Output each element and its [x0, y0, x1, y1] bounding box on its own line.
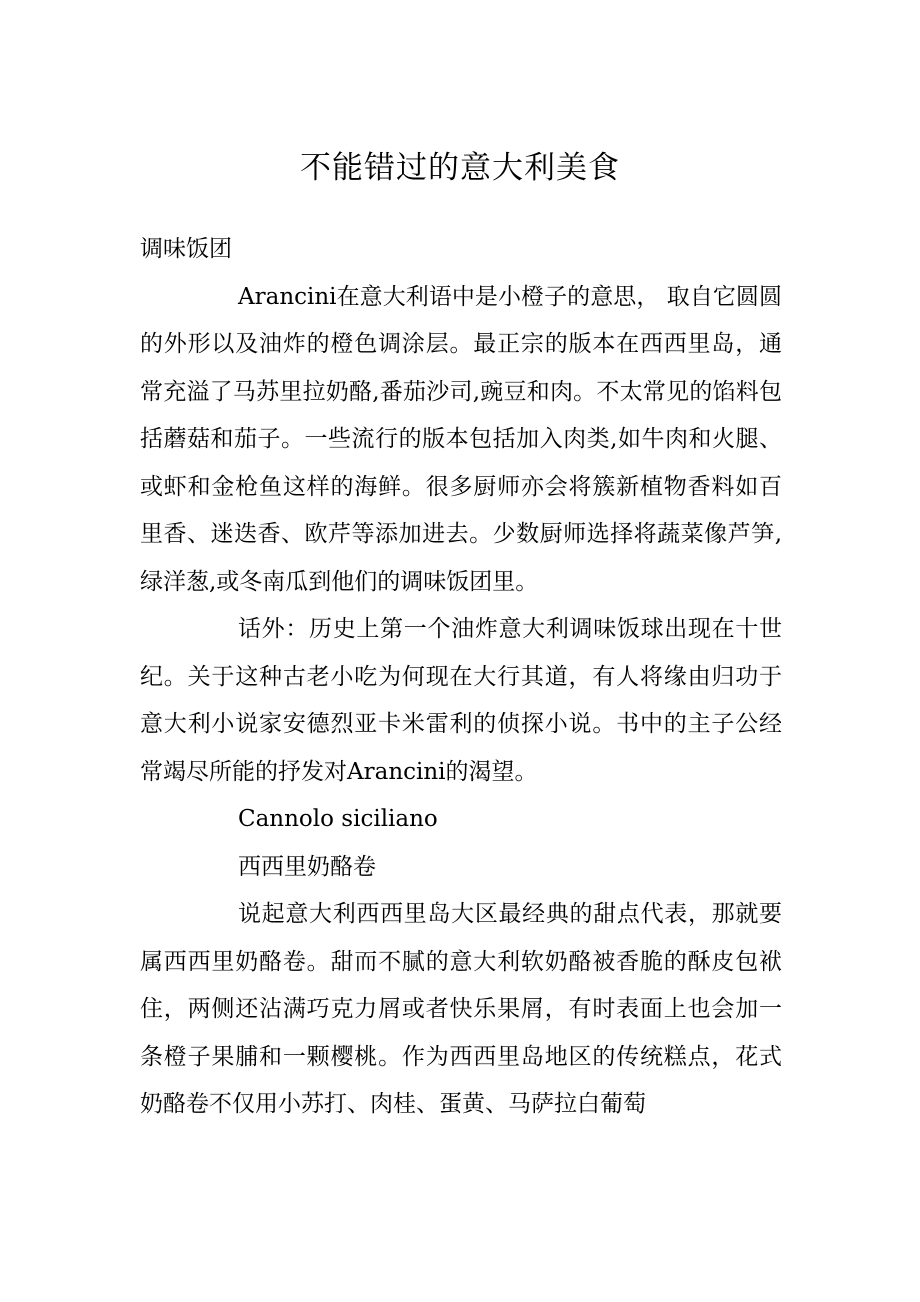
- paragraph-arancini-history: 话外：历史上第一个油炸意大利调味饭球出现在十世纪。关于这种古老小吃为何现在大行其道，有人将缘由归功于意大利小说家安德烈亚卡米雷利的侦探小说。书中的主子公经常竭尽所能的抒发对Arancini的渴望。: [140, 616, 782, 785]
- paragraph-cannolo-description: 说起意大利西西里岛大区最经典的甜点代表，那就要属西西里奶酪卷。甜而不腻的意大利软奶酪被香脆的酥皮包袱住，两侧还沾满巧克力屑或者快乐果屑，有时表面上也会加一条橙子果脯和一颗樱桃。作为西西里岛地区的传统糕点，花式奶酪卷不仅用小苏打、肉桂、蛋黄、马萨拉白葡萄: [140, 901, 782, 1117]
- section-heading-cannolo-chinese: 西西里奶酪卷: [238, 853, 376, 880]
- document-body: [140, 226, 782, 1129]
- section-heading-cannolo-italian: Cannolo siciliano: [238, 806, 438, 832]
- section-heading-arancini: 调味饭团: [140, 236, 232, 262]
- page-title: 不能错过的意大利美食: [300, 150, 620, 186]
- paragraph-arancini-description: Arancini在意大利语中是小橙子的意思， 取自它圆圆的外形以及油炸的橙色调涂层。最正宗的版本在西西里岛，通常充溢了马苏里拉奶酪,番茄沙司,豌豆和肉。不太常见的馅料包括蘑菇和茄子。一些流行的版本包括加入肉类,如牛肉和火腿、或虾和金枪鱼这样的海鲜。很多厨师亦会将簇新植物香料如百里香、迷迭香、欧芹等添加进去。少数厨师选择将蔬菜像芦笋,绿洋葱,或冬南瓜到他们的调味饭团里。: [140, 283, 782, 595]
